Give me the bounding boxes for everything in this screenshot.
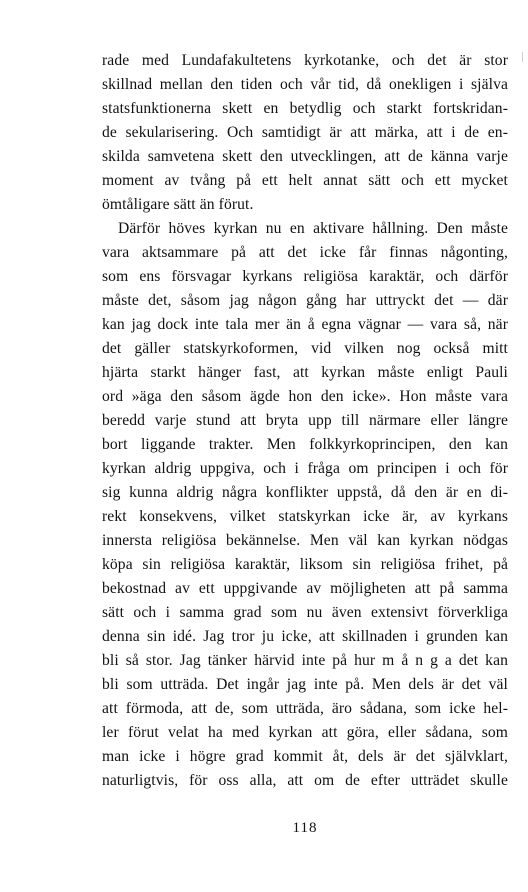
text-line: man icke i högre grad kommit åt, dels är det självklart, [102,748,508,765]
page-number: 118 [292,820,318,836]
text-line: statsfunktionerna skett en betydlig och starkt fortskridan- [102,100,508,117]
text-line: rekt konsekvens, vilket statskyrkan icke är, av kyrkans [102,508,508,525]
text-line: att förmoda, att de, som utträda, äro sådana, som icke hel- [102,700,508,717]
text-line: bli så stor. Jag tänker härvid inte på hur m å n g a det kan [102,652,508,669]
text-line: sätt och i samma grad som nu även extensivt förverkliga [102,604,508,621]
text-line: köpa sin religiösa karaktär, liksom sin religiösa frihet, på [102,556,508,573]
paragraph-start-line: Därför höves kyrkan nu en aktivare hållning. Den måste [118,220,508,237]
text-line: ler förut velat ha med kyrkan att göra, eller sådana, som [102,724,508,741]
text-line: denna sin idé. Jag tror ju icke, att skillnaden i grunden kan [102,628,508,645]
text-line: som ens försvagar kyrkans religiösa karaktär, och därför [102,268,508,285]
text-line: rade med Lundafakultetens kyrkotanke, och det är stor [102,52,508,69]
text-line: moment av tvång på ett helt annat sätt och ett mycket [102,172,508,189]
text-line: sig kunna aldrig några konflikter uppstå, då den är en di- [102,484,508,501]
book-page [102,49,508,879]
text-line: ord »äga den såsom ägde hon den icke». Hon måste vara [102,388,508,405]
paragraph-end-line: ömtåligare sätt än förut. [102,196,254,213]
scan-mark [522,52,523,62]
text-line: innersta religiösa bekännelse. Men väl kan kyrkan nödgas [102,532,508,549]
text-line: bli som utträda. Det ingår jag inte på. Men dels är det väl [102,676,508,693]
text-line: bekostnad av ett uppgivande av möjligheten att på samma [102,580,508,597]
text-line: kan jag dock inte tala mer än å egna vägnar — vara så, när [102,316,508,333]
text-line: bort liggande trakter. Men folkkyrkoprincipen, den kan [102,436,508,453]
text-line: skillnad mellan den tiden och vår tid, då onekligen i själva [102,76,508,93]
text-line: det gäller statskyrkoformen, vid vilken nog också mitt [102,340,508,357]
text-line: skilda samvetena skett den utvecklingen, att de känna varje [102,148,508,165]
text-line: kyrkan aldrig uppgiva, och i fråga om principen i och för [102,460,508,477]
text-line: beredd varje stund att bryta upp till närmare eller längre [102,412,508,429]
text-line: hjärta starkt hänger fast, att kyrkan måste enligt Pauli [102,364,508,381]
text-line: de sekularisering. Och samtidigt är att märka, att i de en- [102,124,508,141]
text-line: måste det, såsom jag någon gång har uttryckt det — där [102,292,508,309]
text-line: vara aktsammare på att det icke får finnas någonting, [102,244,508,261]
text-line: naturligtvis, för oss alla, att om de efter utträdet skulle [102,772,508,789]
